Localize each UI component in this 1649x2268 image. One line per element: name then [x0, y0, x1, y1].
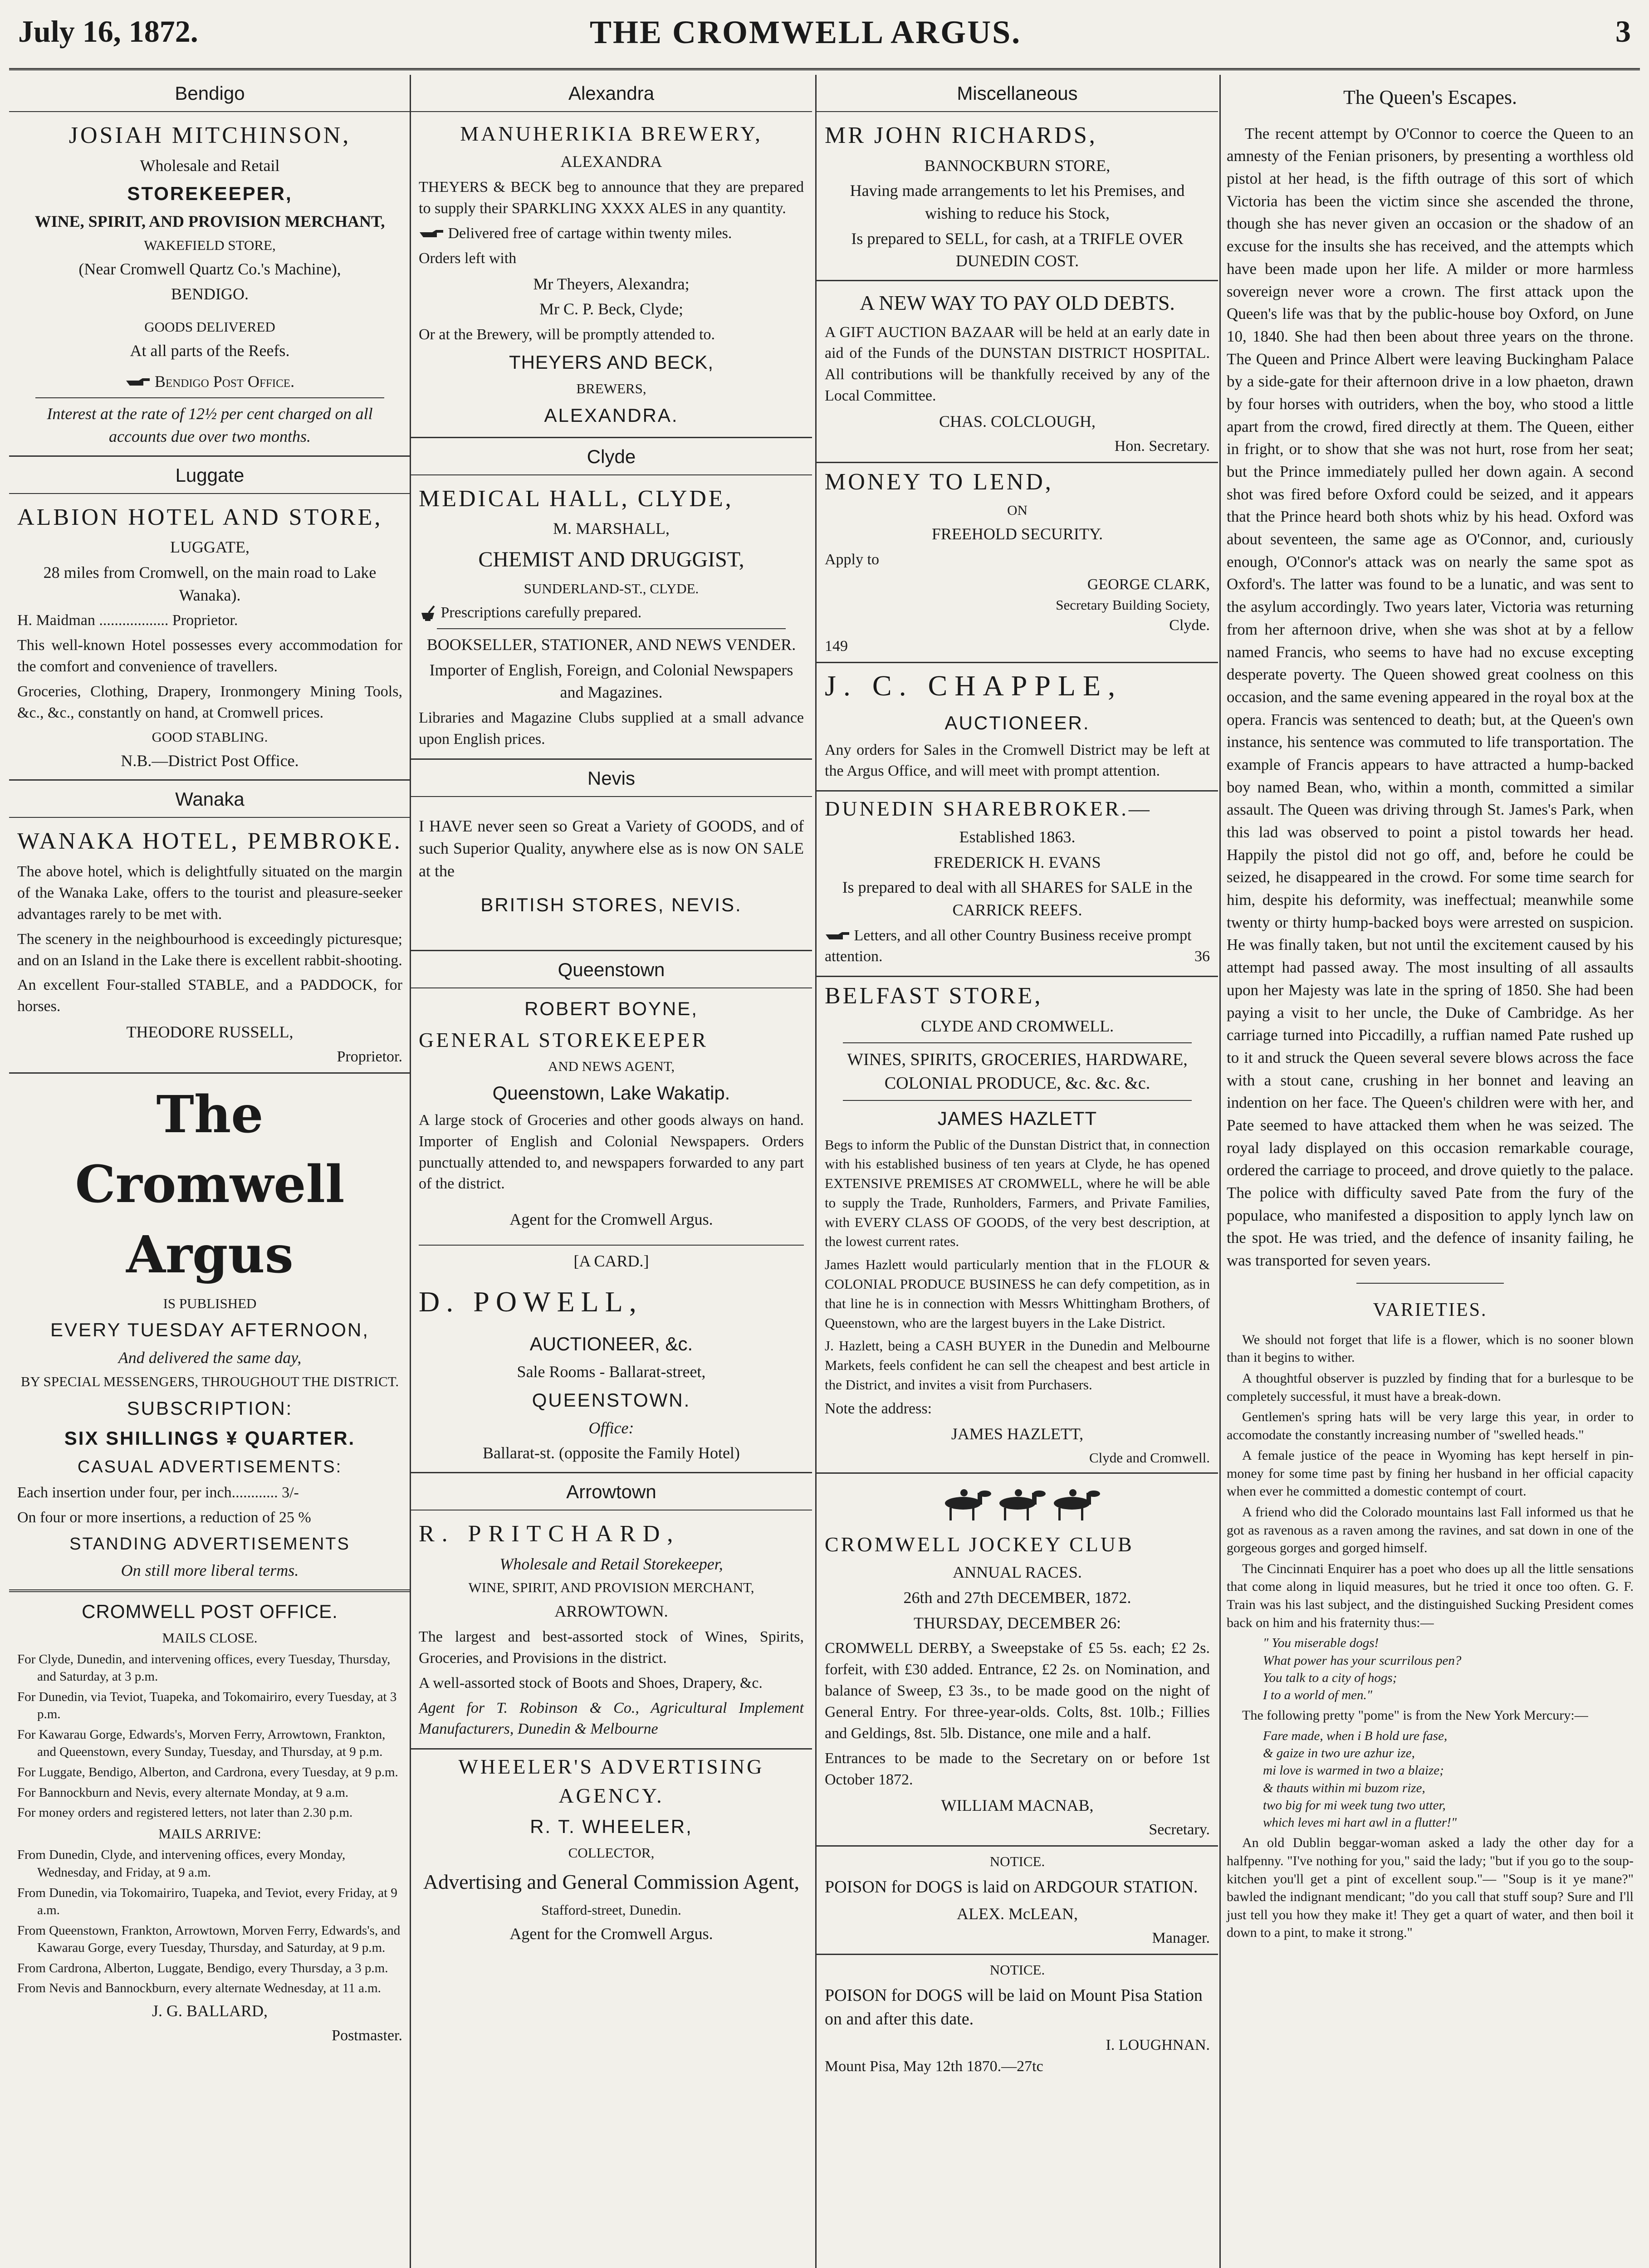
ad-paragraph: POISON for DOGS is laid on ARDGOUR STATION.: [825, 1877, 1198, 1897]
ad-paragraph: An excellent Four-stalled STABLE, and a PADDOCK, for horses.: [17, 977, 402, 1015]
list-item: For Bannockburn and Nevis, every alternate Monday, at 9 a.m.: [17, 1785, 349, 1800]
ad-line: BOOKSELLER, STATIONER, AND NEWS VENDER.: [426, 635, 796, 654]
argus-notice: [9, 1074, 411, 1592]
divider: [843, 1100, 1192, 1101]
ad-paragraph: Entrances to be made to the Secretary on or before 1st October 1872.: [825, 1750, 1210, 1788]
advertiser-name: JOSIAH MITCHINSON,: [69, 122, 351, 148]
verse-line: & gaize in two ure azhur ize,: [1263, 1746, 1415, 1761]
pointing-hand-icon: [825, 931, 850, 943]
ad-line: WINE, SPIRIT, AND PROVISION MERCHANT,: [34, 212, 385, 231]
ad-paragraph: The above hotel, which is delightfully situated on the margin of the Wanaka Lake, offers to the tourist and pleasure-seeker advantages rarely to be met with.: [17, 863, 402, 923]
ad-line: M. MARSHALL,: [553, 519, 670, 538]
ad-line: [419, 223, 804, 244]
ad-line: ALEXANDRA.: [544, 404, 679, 426]
ad-jockey-club: [817, 1474, 1218, 1847]
mails-close-list: [17, 1651, 402, 1822]
ad-paragraph: A well-assorted stock of Boots and Shoes, Drapery, &c.: [419, 1674, 763, 1691]
subheading: MAILS CLOSE.: [162, 1629, 258, 1646]
ad-luggate: [9, 457, 411, 781]
ad-number: 149: [825, 638, 848, 655]
verse-line: Fare made, when i B hold ure fase,: [1263, 1728, 1448, 1743]
ad-line: QUEENSTOWN.: [532, 1389, 691, 1411]
ad-paragraph: A large stock of Groceries and other goods always on hand. Importer of English and Colonial Newspapers. Orders punctually attended to, and newspapers forwarded to any part of the district.: [419, 1111, 804, 1193]
notice-mount-pisa: [817, 1955, 1218, 2082]
divider: [437, 628, 786, 629]
mails-arrive-list: [17, 1846, 402, 1997]
ad-paragraph: J. Hazlett, being a CASH BUYER in the Dunedin and Melbourne Markets, feels confident he can sell the cheapest and best article in the District, and invites a visit from Purchasers.: [825, 1338, 1210, 1393]
ad-line: Manager.: [1152, 1930, 1210, 1947]
advertiser-name: MONEY TO LEND,: [825, 469, 1053, 495]
ad-line: ON: [1007, 502, 1028, 518]
ad-line: Sale Rooms - Ballarat-street,: [517, 1363, 706, 1381]
variety-item: The following pretty "pome" is from the New York Mercury:—: [1242, 1708, 1588, 1723]
ad-line: JAMES HAZLETT: [937, 1107, 1097, 1129]
page-number: 3: [1615, 14, 1631, 49]
section-heading: Bendigo: [9, 78, 411, 112]
article-body: The recent attempt by O'Connor to coerce the Queen to an amnesty of the Fenian prisoners, by presenting a worthless old pistol at her head, is the fifth outrage of this sort of which Victoria has been the victim since she ascended the throne, though she has never given an occasion or the shadow of an excuse for the insults she has received, and the attempts which have been made upon her life. A milder or more harmless sovereign never wore a crown. The first attack upon the Queen's life was that by the public-house boy Oxford, on June 10, 1840. She had then been about three years on the throne. The Queen and Prince Albert were leaving Buckingham Palace by a side-gate for their afternoon drive in a low phaeton, drawn by four horses with outriders, when the boy, who stood a little apart from the crowd, fired directly at them. The Queen, either in fright, or to show that she was not hurt, rose from her seat; but the Prince immediately pulled her down again. A second shot was fired before Oxford could be seized, and it appears that the Prince heard both shots whiz by his head. Oxford was about seventeen, the same age as O'Connor, and, curiously enough, O'Connor's attack was on nearly the same spot as Oxford's. The latter was found to be a lunatic, and was sent to the asylum accordingly. Two years later, Victoria was returning from her afternoon drive, when she was shot at by a fellow named Francis, who seems to have had no excuse excepting desperate poverty. The Queen showed great coolness on this occasion, and the same evening appeared in the royal box at the opera. Francis was sentenced to death; but, at the Queen's own instance, his sentence was commuted to life transportation. The example of Francis appears to have attracted a hump-backed boy named Bean, who, within a month, committed a similar assault. The Queen was driving through St. James's Park, when this lad was observed to point a pistol towards her head. Happily the pistol did not go off, and, before he could be seized, he disappeared in the crowd. For some time search for him, despite his deformity, was ineffectual; meanwhile some twenty or thirty hump-backed boys were arrested on suspicion. He was finally taken, but not until the excitement caused by his attempt had passed away. The most insulting of all assaults upon her Majesty was late in the spring of 1850. She had been paying a visit to her uncle, the Duke of Cambridge. As her carriage turned into Piccadilly, a ruffian named Pate rushed up to it and struck the Queen several severe blows across the face with a stout cane, crushing in her bonnet and leaving an indention on her face. The Queen's children were with her, and Pate seemed to have attacked them when he was seized. The royal lady displayed on this occasion remarkable courage, ordered the carriage to proceed, and drove quietly to the palace. The police with difficulty saved Pate from the fury of the populace, who manifested a disposition to apply lynch law on the spot. He was tried, and the defence of insanity failing, he was transported for seven years.: [1227, 124, 1634, 1270]
column-4: [1220, 75, 1640, 2268]
ad-line: LUGGATE,: [170, 538, 250, 557]
signature: J. G. BALLARD,: [152, 2001, 268, 2020]
ad-line: Agent for the Cromwell Argus.: [509, 1210, 713, 1229]
column-1: [9, 75, 411, 2268]
list-item: For Kawarau Gorge, Edwards's, Morven Ferry, Arrowtown, Frankton, and Queenstown, every Sunday, Tuesday, and Thursday, at 9 p.m.: [17, 1727, 386, 1760]
divider: [843, 1042, 1192, 1043]
subheading: MAILS ARRIVE:: [158, 1825, 261, 1842]
ad-line: Secretary.: [1149, 1821, 1210, 1838]
variety-item: Gentlemen's spring hats will be very large this year, in order to accomodate the constantly increasing number of "swelled heads.": [1227, 1409, 1634, 1442]
list-item: For money orders and registered letters, not later than 2.30 p.m.: [17, 1805, 353, 1820]
issue-date: July 16, 1872.: [18, 14, 198, 49]
ad-line: Office:: [588, 1418, 634, 1437]
variety-item: The Cincinnati Enquirer has a poet who does up all the little sensations that come along in liquid measures, but he tried it once too often. G. F. Train was his last subject, and the distinguished Sucking President comes back on him and his fraternity thus:—: [1227, 1561, 1634, 1630]
ad-line: SUBSCRIPTION:: [127, 1397, 293, 1419]
ad-line: THURSDAY, DECEMBER 26:: [913, 1613, 1121, 1632]
advertiser-name: WHEELER'S ADVERTISING AGENCY.: [458, 1755, 764, 1807]
ad-nevis: [411, 760, 812, 951]
ad-clyde: [411, 438, 812, 760]
ad-line: STOREKEEPER,: [127, 183, 293, 205]
article-title: The Queen's Escapes.: [1343, 86, 1517, 108]
ad-line: Mr C. P. Beck, Clyde;: [539, 300, 683, 318]
ad-line: FREDERICK H. EVANS: [934, 853, 1101, 871]
ad-wheeler: [411, 1750, 812, 1953]
verse: [1227, 1634, 1634, 1704]
ad-line: Secretary Building Society,: [1056, 596, 1210, 613]
ad-line: Clyde.: [1169, 616, 1210, 634]
ad-arrowtown: [411, 1473, 812, 1750]
varieties-title: VARIETIES.: [1373, 1299, 1488, 1320]
variety-item: A female justice of the peace in Wyoming has kept herself in pin-money for some time past by fining her husband in her official capacity when ever he committed a domestic contempt of court.: [1227, 1448, 1634, 1499]
ad-money: [817, 463, 1218, 664]
divider: [419, 1245, 804, 1246]
ad-line: H. Maidman .................. Proprietor.: [17, 612, 238, 629]
ad-line: ARROWTOWN.: [554, 1602, 668, 1621]
ad-line: JAMES HAZLETT,: [951, 1425, 1084, 1443]
ad-line: BENDIGO.: [171, 285, 249, 303]
divider: [35, 397, 384, 398]
section-heading: Nevis: [411, 763, 812, 797]
advertiser-name: ALBION HOTEL AND STORE,: [17, 504, 383, 530]
racehorses-illustration: [927, 1483, 1108, 1524]
ad-line: GOOD STABLING.: [152, 728, 268, 745]
ad-belfast: [817, 977, 1218, 1474]
advertiser-name: BELFAST STORE,: [825, 983, 1043, 1009]
ad-paragraph: Groceries, Clothing, Drapery, Ironmongery Mining Tools, &c., &c., constantly on hand, at Cromwell prices.: [17, 683, 402, 721]
ad-paragraph: POISON for DOGS will be laid on Mount Pisa Station on and after this date.: [825, 1985, 1203, 2029]
masthead: [0, 0, 1649, 73]
ad-line: CHEMIST AND DRUGGIST,: [478, 547, 744, 572]
ad-paragraph: I HAVE never seen so Great a Variety of GOODS, and of such Superior Quality, anywhere else as is now ON SALE at the: [419, 816, 804, 880]
ad-richards: [817, 75, 1218, 281]
ad-line: Having made arrangements to let his Premises, and wishing to reduce his Stock,: [850, 181, 1185, 223]
ad-line: SIX SHILLINGS ¥ QUARTER.: [64, 1427, 356, 1449]
ad-paragraph: Agent for T. Robinson & Co., Agricultural Implement Manufacturers, Dunedin & Melbourne: [419, 1699, 804, 1738]
advertiser-name: MR JOHN RICHARDS,: [825, 122, 1097, 148]
ad-line: GOODS DELIVERED: [144, 319, 275, 335]
list-item: For Luggate, Bendigo, Alberton, and Cardrona, every Tuesday, at 9 p.m.: [17, 1765, 398, 1780]
ad-line: Is prepared to SELL, for cash, at a TRIFLE OVER DUNEDIN COST.: [851, 229, 1184, 270]
verse-line: two big for mi week tung two utter,: [1263, 1798, 1446, 1813]
verse-line: " You miserable dogs!: [1263, 1636, 1379, 1651]
advertiser-name: WANAKA HOTEL, PEMBROKE.: [17, 828, 402, 855]
ad-line: N.B.—District Post Office.: [121, 751, 299, 770]
pointing-hand-icon: [419, 229, 444, 240]
ad-line: 28 miles from Cromwell, on the main road to Lake Wanaka).: [43, 563, 377, 604]
ad-line: Importer of English, Foreign, and Colonial Newspapers and Magazines.: [429, 660, 793, 702]
ad-line: Wholesale and Retail: [140, 156, 280, 175]
ad-line: WILLIAM MACNAB,: [941, 1796, 1094, 1814]
section-heading: NOTICE.: [989, 1853, 1045, 1870]
ad-line: [825, 925, 1210, 968]
ad-line: BRITISH STORES, NEVIS.: [480, 894, 742, 915]
ad-line: GENERAL STOREKEEPER: [419, 1028, 709, 1051]
ad-line-text: Letters, and all other Country Business receive prompt attention.: [825, 927, 1192, 965]
ad-line: AUCTIONEER, &c.: [529, 1333, 693, 1355]
ad-line: Hon. Secretary.: [1114, 437, 1210, 455]
post-office-notice: [9, 1592, 411, 2051]
ad-line: CLYDE AND CROMWELL.: [920, 1017, 1114, 1036]
ad-line: Is prepared to deal with all SHARES for SALE in the CARRICK REEFS.: [842, 878, 1193, 919]
verse: [1227, 1727, 1634, 1832]
section-heading: CROMWELL POST OFFICE.: [82, 1600, 338, 1622]
ad-line: BANNOCKBURN STORE,: [924, 156, 1111, 175]
list-item: From Cardrona, Alberton, Luggate, Bendigo, every Thursday, a 3 p.m.: [17, 1960, 388, 1975]
ad-line: Clyde and Cromwell.: [1089, 1450, 1210, 1466]
verse-line: I to a world of men.": [1263, 1688, 1372, 1703]
ad-line: Ballarat-st. (opposite the Family Hotel): [483, 1444, 740, 1462]
ad-line: (Near Cromwell Quartz Co.'s Machine),: [78, 259, 341, 278]
ad-paragraph: James Hazlett would particularly mention that in the FLOUR & COLONIAL PRODUCE BUSINESS he can defy competition, as in that line he is in connection with Messrs Whittingham Brothers, of Queenstown, who are the largest buyers in the Lake District.: [825, 1256, 1210, 1331]
advertiser-name: CROMWELL JOCKEY CLUB: [825, 1532, 1134, 1556]
ad-line: ALEX. McLEAN,: [957, 1904, 1078, 1923]
ad-paragraph: Or at the Brewery, will be promptly attended to.: [419, 326, 715, 343]
list-item: For Dunedin, via Teviot, Tuapeka, and Tokomairiro, every Tuesday, at 3 p.m.: [17, 1689, 397, 1722]
ad-line: WINES, SPIRITS, GROCERIES, HARDWARE, COLONIAL PRODUCE, &c. &c. &c.: [847, 1050, 1188, 1093]
ad-line: GEORGE CLARK,: [1087, 576, 1210, 593]
list-item: From Queenstown, Frankton, Arrowtown, Morven Ferry, Edwards's, and Kawarau Gorge, every Tuesday, Thursday, and Saturday, at 9 p.m.: [17, 1923, 401, 1955]
ad-line: On still more liberal terms.: [121, 1561, 299, 1580]
ad-line: CASUAL ADVERTISEMENTS:: [77, 1457, 343, 1476]
ad-line: 26th and 27th DECEMBER, 1872.: [903, 1589, 1131, 1607]
ad-paragraph: The scenery in the neighbourhood is exceedingly picturesque; and on an Island in the Lake there is excellent rabbit-shooting.: [17, 930, 402, 969]
list-item: From Dunedin, Clyde, and intervening offices, every Monday, Wednesday, and Friday, at 9 a.m.: [17, 1848, 346, 1880]
ad-line: IS PUBLISHED: [163, 1295, 257, 1311]
variety-item: An old Dublin beggar-woman asked a lady the other day for a halfpenny. "I've nothing for you," said the lady; "but if you go to the soup-kitchen you'll get a pint of excellent soup."— "Soup is it ye mane?" bawled the indignant mendicant; "do you call that stuff soup? Sure and I'll just tell you how they make it! They get a quart of water, and then boil it down to a pint, to make it strong.": [1227, 1835, 1634, 1941]
column-3: [817, 75, 1218, 2268]
variety-item: A friend who did the Colorado mountains last Fall informed us that he got as ravenous as a raven among the ravines, and sat down in one of the gorgeous gorges and gorged himself.: [1227, 1505, 1634, 1556]
ad-line: Interest at the rate of 12½ per cent charged on all accounts due over two months.: [47, 405, 373, 445]
ad-line: Mount Pisa, May 12th 1870.—27tc: [825, 2058, 1043, 2075]
masthead-rule: [9, 68, 1640, 70]
mortar-pestle-icon: [419, 605, 437, 623]
ad-line: AUCTIONEER.: [944, 712, 1090, 733]
ad-line: CHAS. COLCLOUGH,: [939, 412, 1096, 431]
ad-line: Proprietor.: [337, 1048, 402, 1065]
ad-chapple: [817, 663, 1218, 792]
ad-line: Each insertion under four, per inch............ 3/-: [17, 1484, 299, 1501]
ad-paragraph: Begs to inform the Public of the Dunstan District that, in connection with his established business of ten years at Clyde, he has opened EXTENSIVE PREMISES AT CROMWELL, where he will be able to supply the Trade, Runholders, Farmers, and Private Families, with EVERY CLASS OF GOODS, of the very best description, at the lowest current rates.: [825, 1136, 1210, 1250]
ad-line: THEYERS AND BECK,: [509, 351, 714, 373]
section-heading: Wanaka: [9, 783, 411, 818]
ad-paragraph: Any orders for Sales in the Cromwell District may be left at the Argus Office, and will meet with prompt attention.: [825, 741, 1210, 780]
varieties-body: [1220, 1331, 1640, 1942]
section-heading: Luggate: [9, 459, 411, 494]
section-heading: Miscellaneous: [817, 78, 1218, 112]
ad-line: Stafford-street, Dunedin.: [541, 1902, 681, 1918]
verse-line: You talk to a city of hogs;: [1263, 1670, 1397, 1685]
ad-line: Wholesale and Retail Storekeeper,: [499, 1554, 723, 1573]
ad-line-text: Bendigo Post Office.: [154, 372, 295, 391]
ad-line: FREEHOLD SECURITY.: [931, 525, 1103, 543]
ad-line: AND NEWS AGENT,: [548, 1058, 675, 1075]
ad-line: On four or more insertions, a reduction of 25 %: [17, 1509, 311, 1526]
section-heading: Arrowtown: [411, 1476, 812, 1510]
section-heading: Queenstown: [411, 954, 812, 988]
ad-number: 36: [1194, 948, 1210, 965]
list-item: For Clyde, Dunedin, and intervening offices, every Tuesday, Thursday, and Saturday, at 3 p.m.: [17, 1652, 391, 1684]
section-heading: A NEW WAY TO PAY OLD DEBTS.: [860, 291, 1175, 315]
ad-line: Orders left with: [419, 249, 517, 267]
ad-line: Apply to: [825, 551, 879, 568]
pointing-hand-icon: [125, 377, 151, 389]
notice-ardgour: [817, 1847, 1218, 1955]
verse-line: What power has your scurrilous pen?: [1263, 1653, 1462, 1668]
verse-line: mi love is warmed in two a blaize;: [1263, 1763, 1444, 1778]
verse-line: & thauts within mi buzom rize,: [1263, 1780, 1425, 1795]
ad-line-text: Prescriptions carefully prepared.: [440, 604, 642, 621]
column-2: [411, 75, 812, 2268]
verse-line: which leves mi hart awl in a flutter!": [1263, 1815, 1457, 1830]
advertiser-name: J. C. CHAPPLE,: [825, 670, 1123, 702]
advertiser-name: DUNEDIN SHAREBROKER.—: [825, 797, 1152, 821]
ad-line: Established 1863.: [959, 827, 1076, 846]
ad-line: ANNUAL RACES.: [953, 1563, 1082, 1582]
ad-line-text: Delivered free of cartage within twenty miles.: [448, 225, 732, 242]
ad-gift-auction: [817, 281, 1218, 463]
advertiser-name: D. POWELL,: [419, 1285, 643, 1318]
ad-line: [17, 371, 402, 393]
ad-line: Note the address:: [825, 1400, 932, 1417]
argus-logo: The Cromwell Argus: [75, 1085, 345, 1285]
ad-line: BREWERS,: [576, 380, 646, 396]
ad-sharebroker: [817, 792, 1218, 977]
ad-line: ALEXANDRA: [560, 152, 662, 171]
ad-paragraph: The largest and best-assorted stock of Wines, Spirits, Groceries, and Provisions in the district.: [419, 1628, 804, 1667]
variety-item: We should not forget that life is a flower, which is no sooner blown than it begins to wither.: [1227, 1332, 1634, 1365]
ad-line: EVERY TUESDAY AFTERNOON,: [50, 1319, 369, 1341]
ad-line: SUNDERLAND-ST., CLYDE.: [524, 581, 699, 597]
ad-line: WAKEFIELD STORE,: [144, 237, 276, 253]
ad-line: COLLECTOR,: [568, 1845, 655, 1861]
ad-paragraph: CROMWELL DERBY, a Sweepstake of £5 5s. each; £2 2s. forfeit, with £30 added. Entrance, £2 2s. on Nomination, and balance of Sweep, £3 3s., to be made good on the night of General Entry. For three-year-olds. Colts, 8st. 10lb.; Fillies and Geldings, 8st. 5lb. Distance, one mile and a half.: [825, 1640, 1210, 1742]
ad-paragraph: Libraries and Magazine Clubs supplied at a small advance upon English prices.: [419, 709, 804, 748]
advertiser-name: R. PRITCHARD,: [419, 1520, 680, 1547]
ad-line: Queenstown, Lake Wakatip.: [492, 1082, 730, 1104]
ad-line: WINE, SPIRIT, AND PROVISION MERCHANT,: [468, 1579, 754, 1596]
ad-bendigo: [9, 75, 411, 457]
ad-line: BY SPECIAL MESSENGERS, THROUGHOUT THE DISTRICT.: [20, 1373, 399, 1389]
ad-line: Agent for the Cromwell Argus.: [509, 1925, 713, 1943]
ad-line: STANDING ADVERTISEMENTS: [69, 1534, 350, 1554]
section-heading: Alexandra: [411, 78, 812, 112]
ad-line: Mr Theyers, Alexandra;: [533, 274, 690, 293]
list-item: From Dunedin, via Tokomairiro, Tuapeka, and Teviot, every Friday, at 9 a.m.: [17, 1885, 397, 1918]
variety-item: A thoughtful observer is puzzled by finding that for a burlesque to be completely successful, it must have a break-down.: [1227, 1370, 1634, 1404]
ad-queenstown: [411, 951, 812, 1473]
ad-line: [419, 602, 804, 624]
signature-title: Postmaster.: [332, 2027, 402, 2044]
advertiser-name: ROBERT BOYNE,: [524, 997, 698, 1019]
ad-line: And delivered the same day,: [118, 1349, 302, 1367]
ad-paragraph: THEYERS & BECK beg to announce that they are prepared to supply their SPARKLING XXXX ALES in any quantity.: [419, 179, 804, 217]
ad-line: I. LOUGHNAN.: [1106, 2036, 1210, 2053]
ad-line: [A CARD.]: [573, 1252, 649, 1271]
section-heading: NOTICE.: [989, 1962, 1045, 1978]
list-item: From Nevis and Bannockburn, every alternate Wednesday, at 11 a.m.: [17, 1981, 381, 1996]
section-heading: Clyde: [411, 441, 812, 475]
advertiser-name: MANUHERIKIA BREWERY,: [460, 122, 763, 145]
ad-line: Advertising and General Commission Agent,: [423, 1870, 800, 1893]
ad-alexandra: [411, 75, 812, 438]
ad-line: At all parts of the Reefs.: [130, 341, 290, 360]
ad-paragraph: A GIFT AUCTION BAZAAR will be held at an early date in aid of the Funds of the DUNSTAN DISTRICT HOSPITAL. All contributions will be thankfully received by any of the Local Committee.: [825, 323, 1210, 405]
advertiser-name: MEDICAL HALL, CLYDE,: [419, 485, 734, 512]
ad-paragraph: This well-known Hotel possesses every accommodation for the comfort and convenience of travellers.: [17, 637, 402, 675]
ad-line: R. T. WHEELER,: [530, 1816, 693, 1838]
newspaper-title: THE CROMWELL ARGUS.: [590, 14, 1022, 50]
divider: [1356, 1283, 1504, 1284]
ad-line: THEODORE RUSSELL,: [126, 1023, 294, 1041]
ad-wanaka: [9, 781, 411, 1074]
